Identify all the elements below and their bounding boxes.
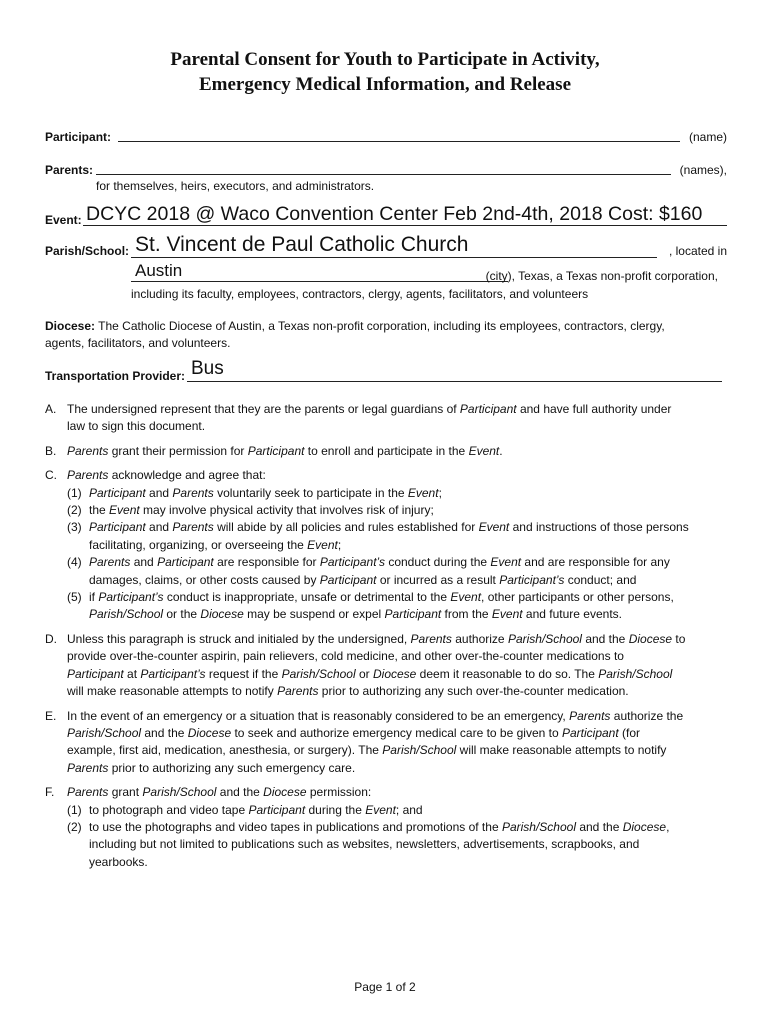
clause-f-sub-1 [67, 802, 730, 819]
clause-text: authorize the [610, 708, 684, 723]
clause-marker: D. [45, 631, 57, 646]
clause-term: Diocese [628, 631, 673, 646]
clauses [45, 401, 730, 871]
clause-text: and are responsible for any [521, 555, 670, 570]
clause-term: Participant [561, 725, 619, 740]
transport-underline [187, 381, 722, 382]
clause-text: permission: [306, 785, 372, 800]
clause-b [45, 443, 730, 460]
parish-field-row [45, 232, 727, 260]
clause-text: are responsible for [213, 555, 320, 570]
clause-text: to photograph and video tape [89, 802, 249, 817]
clause-text: , [666, 819, 670, 834]
clause-text: damages, claims, or other costs caused by [89, 572, 320, 587]
event-input[interactable]: DCYC 2018 @ Waco Convention Center Feb 2nd-4th, 2018 Cost: $160 [86, 203, 703, 225]
clause-term: Participant [67, 666, 124, 681]
clause-text: . [499, 443, 503, 458]
city-suffix: (city), Texas, a Texas non-profit corporation, [485, 269, 718, 283]
clause-c [45, 467, 730, 624]
clause-text: if [89, 590, 99, 605]
transport-label: Transportation Provider: [45, 369, 186, 383]
clause-term: Event [407, 485, 439, 500]
clause-marker: F. [45, 785, 55, 800]
parents-label: Parents: [45, 163, 94, 177]
clause-c-sub-3 [67, 519, 730, 554]
clause-text: facilitating, organizing, or overseeing the [89, 537, 308, 552]
sub-marker: (4) [67, 555, 82, 570]
clause-c-sub-5 [67, 589, 730, 624]
clause-term: Parish/School [598, 666, 673, 681]
participant-name-input[interactable] [118, 141, 680, 142]
parish-label: Parish/School: [45, 244, 130, 258]
clause-term: Parish/School [501, 819, 576, 834]
clause-term: Diocese [263, 785, 307, 800]
clause-text: and the [216, 785, 264, 800]
sub-marker: (1) [67, 802, 82, 817]
parents-names-input[interactable] [96, 174, 671, 175]
clause-text: may be suspend or expel [243, 607, 385, 622]
clause-term: Participant’s [499, 572, 565, 587]
page-number: Page 1 of 2 [354, 980, 416, 994]
parents-suffix: (names), [679, 163, 727, 177]
sub-marker: (5) [67, 590, 82, 605]
clause-term: Diocese [187, 725, 232, 740]
clause-marker: C. [45, 468, 57, 483]
sub-marker: (2) [67, 503, 82, 518]
clause-text: and [145, 520, 173, 535]
clause-f [45, 784, 730, 871]
clause-term: Participant [319, 572, 377, 587]
clause-term: Event [468, 443, 500, 458]
parents-field-row [45, 157, 727, 177]
clause-text: voluntarily seek to participate in the [213, 485, 408, 500]
clause-text: will make reasonable attempts to notify [67, 684, 278, 699]
clause-term: Parents [172, 485, 214, 500]
clause-text: conduct; and [564, 572, 637, 587]
clause-text: or incurred as a result [376, 572, 500, 587]
clause-term: Parish/School [89, 607, 164, 622]
clause-text: from the [441, 607, 492, 622]
clause-text: In the event of an emergency or a situation that is reasonably considered to be an emergency, [67, 708, 570, 723]
clause-text: to enroll and participate in the [304, 443, 469, 458]
sub-marker: (1) [67, 485, 82, 500]
clause-text: grant [108, 785, 143, 800]
clause-text: and have full authority under [516, 402, 672, 416]
sub-marker: (2) [67, 819, 82, 834]
clause-term: Event [365, 802, 396, 817]
clause-text: and [130, 555, 158, 570]
clause-text: to seek and authorize emergency medical care to be given to [231, 725, 562, 740]
clause-text: and instructions of those persons [509, 520, 689, 535]
parish-underline [131, 257, 657, 258]
parents-note: for themselves, heirs, executors, and administrators. [96, 179, 375, 193]
diocese-text-2: agents, facilitators, and volunteers. [45, 336, 231, 351]
clause-term: Parents [67, 760, 109, 775]
city-input[interactable]: Austin [135, 261, 183, 280]
clause-term: Participant’s [140, 666, 206, 681]
clause-c-sub-2 [67, 502, 730, 519]
clause-term: Event [490, 555, 522, 570]
clause-marker: A. [45, 402, 57, 416]
clause-term: Parents [569, 708, 611, 723]
clause-term: Participant’s [319, 555, 385, 570]
clause-text: ; [337, 537, 342, 552]
clause-term: Event [307, 537, 338, 552]
clause-term: Parents [67, 443, 109, 458]
clause-term: Participant [459, 402, 517, 416]
clause-text: deem it reasonable to do so. The [416, 666, 599, 681]
clause-f-sub-2 [67, 819, 730, 871]
clause-text: ; and [395, 802, 423, 817]
clause-text: will abide by all policies and rules established for [213, 520, 479, 535]
clause-term: Parents [410, 631, 452, 646]
clause-term: Parents [277, 684, 319, 699]
clause-text: and the [581, 631, 629, 646]
form-title-line-1: Parental Consent for Youth to Participate in Activity, [170, 49, 600, 70]
clause-text: at [123, 666, 141, 681]
clause-term: Participant’s [98, 590, 164, 605]
clause-text: and the [576, 819, 623, 834]
clause-term: Event [450, 590, 482, 605]
clause-c-sub-4 [67, 554, 730, 589]
event-label: Event: [45, 213, 82, 227]
clause-text: may involve physical activity that involves risk of injury; [139, 503, 434, 518]
clause-text: and future events. [522, 607, 622, 622]
clause-term: Participant [248, 802, 306, 817]
clause-term: Participant [247, 443, 305, 458]
clause-a [45, 401, 730, 436]
clause-c-sub-1 [67, 485, 730, 502]
clause-text: or the [163, 607, 201, 622]
clause-text: acknowledge and agree that: [108, 468, 266, 483]
clause-text: request if the [205, 666, 282, 681]
transport-field-row [45, 358, 727, 384]
clause-text: the [89, 503, 110, 518]
clause-text: example, first aid, medication, anesthesia, or surgery). The [67, 743, 383, 758]
clause-text: The undersigned represent that they are the parents or legal guardians of [67, 402, 460, 416]
clause-text: (for [618, 725, 641, 740]
clause-text: grant their permission for [108, 443, 248, 458]
clause-term: Participant [384, 607, 442, 622]
clause-term: Event [491, 607, 523, 622]
clause-term: Parents [67, 468, 109, 483]
form-title-line-2: Emergency Medical Information, and Release [198, 74, 572, 95]
clause-term: Parish/School [142, 785, 217, 800]
clause-term: Participant [89, 520, 146, 535]
clause-text: Unless this paragraph is struck and initialed by the undersigned, [67, 631, 411, 646]
participant-suffix: (name) [688, 130, 727, 144]
clause-text: including but not limited to publications such as websites, newsletters, advertisements, scrapbooks, and [89, 837, 640, 852]
clause-text: and [145, 485, 173, 500]
parish-located-suffix: , located in [668, 244, 727, 258]
participant-label: Participant: [45, 130, 112, 144]
clause-text: conduct during the [384, 555, 491, 570]
clause-text: conduct is inappropriate, unsafe or detrimental to the [163, 590, 451, 605]
diocese-text-1: The Catholic Diocese of Austin, a Texas non-profit corporation, including its employees, contractors, clergy, [98, 319, 665, 333]
city-field-row [45, 262, 727, 284]
clause-term: Diocese [200, 607, 244, 622]
clause-term: Event [109, 503, 140, 518]
diocese-label: Diocese: [45, 319, 96, 333]
parish-input[interactable]: St. Vincent de Paul Catholic Church [135, 233, 469, 256]
transport-input[interactable]: Bus [191, 358, 224, 379]
clause-term: Parish/School [507, 631, 582, 646]
clause-text: or [355, 666, 373, 681]
clause-text: will make reasonable attempts to notify [456, 743, 667, 758]
clause-text: to use the photographs and video tapes in publications and promotions of the [89, 819, 502, 834]
clause-text: prior to authorizing any such emergency care. [108, 760, 356, 775]
clause-term: Parish/School [67, 725, 142, 740]
clause-d [45, 631, 730, 701]
clause-text: , other participants or other persons, [481, 590, 674, 605]
clause-text: law to sign this document. [67, 419, 206, 434]
participant-field-row [45, 124, 727, 144]
clause-term: Participant [89, 485, 146, 500]
clause-term: Diocese [372, 666, 417, 681]
clause-text: during the [305, 802, 366, 817]
clause-marker: B. [45, 443, 57, 458]
clause-text: and the [141, 725, 188, 740]
clause-e [45, 708, 730, 778]
parish-including-note: including its faculty, employees, contractors, clergy, agents, facilitators, and volunteers [131, 287, 589, 301]
diocese-paragraph [45, 318, 730, 353]
clause-term: Parish/School [281, 666, 356, 681]
clause-term: Parish/School [382, 743, 457, 758]
clause-term: Participant [157, 555, 214, 570]
clause-text: provide over-the-counter aspirin, pain relievers, cold medicine, and other over-the-counter medications to [67, 649, 624, 664]
clause-marker: E. [45, 708, 57, 723]
clause-text: prior to authorizing any such over-the-counter medication. [318, 684, 629, 699]
city-underline [131, 281, 508, 282]
sub-marker: (3) [67, 520, 82, 535]
clause-text: ; [438, 485, 442, 500]
clause-term: Parents [89, 555, 131, 570]
clause-term: Parents [172, 520, 214, 535]
clause-term: Event [478, 520, 510, 535]
clause-term: Diocese [622, 819, 667, 834]
clause-text: authorize [451, 631, 508, 646]
clause-term: Parents [67, 785, 109, 800]
clause-text: yearbooks. [89, 854, 148, 869]
clause-text: to [672, 631, 686, 646]
event-field-row [45, 202, 727, 228]
